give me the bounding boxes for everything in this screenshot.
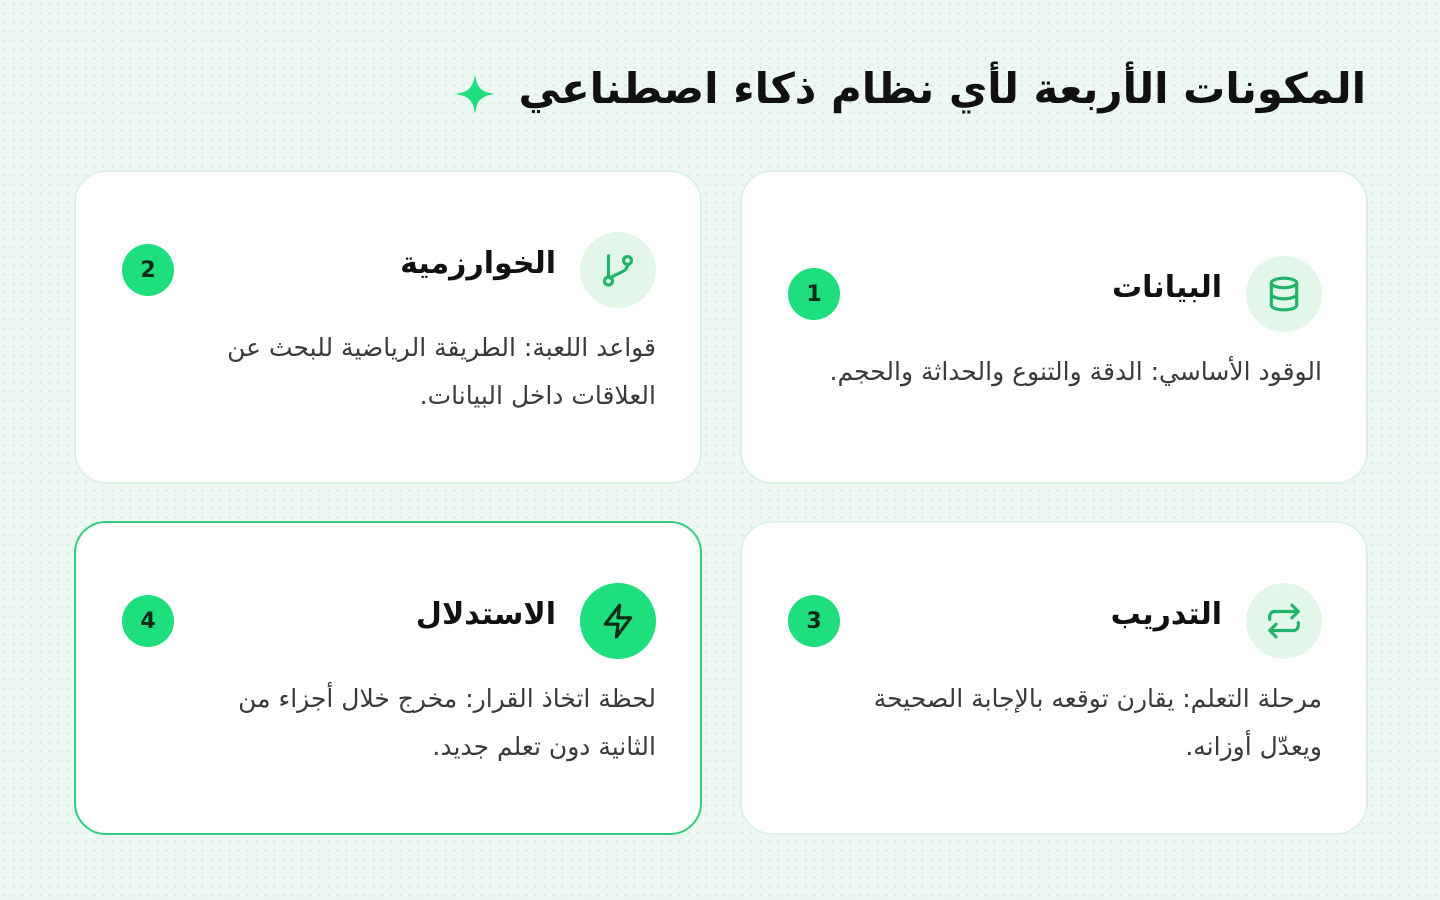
lightning-icon	[580, 583, 656, 659]
sparkle-icon	[453, 72, 497, 116]
number-badge: 1	[788, 268, 840, 320]
card-description: قواعد اللعبة: الطريقة الرياضية للبحث عن العلاقات داخل البيانات.	[227, 333, 656, 410]
card-title: البيانات	[1112, 270, 1222, 305]
card-title: التدريب	[1110, 597, 1222, 632]
card-description: مرحلة التعلم: يقارن توقعه بالإجابة الصحيحة ويعدّل أوزانه.	[873, 684, 1322, 761]
branch-icon	[580, 232, 656, 308]
card-inference	[74, 521, 702, 835]
card-title: الخوارزمية	[400, 246, 556, 281]
database-icon	[1246, 256, 1322, 332]
card-description: الوقود الأساسي: الدقة والتنوع والحداثة والحجم.	[829, 357, 1322, 386]
card-training	[740, 521, 1368, 835]
card-algorithm	[74, 170, 702, 484]
card-description: لحظة اتخاذ القرار: مخرج خلال أجزاء من الثانية دون تعلم جديد.	[238, 684, 656, 761]
page-title: المكونات الأربعة لأي نظام ذكاء اصطناعي	[518, 63, 1366, 113]
card-title: الاستدلال	[415, 597, 556, 632]
page-header	[453, 62, 1367, 116]
number-badge: 4	[122, 595, 174, 647]
card-data	[740, 170, 1368, 484]
number-badge: 3	[788, 595, 840, 647]
repeat-icon	[1246, 583, 1322, 659]
number-badge: 2	[122, 244, 174, 296]
